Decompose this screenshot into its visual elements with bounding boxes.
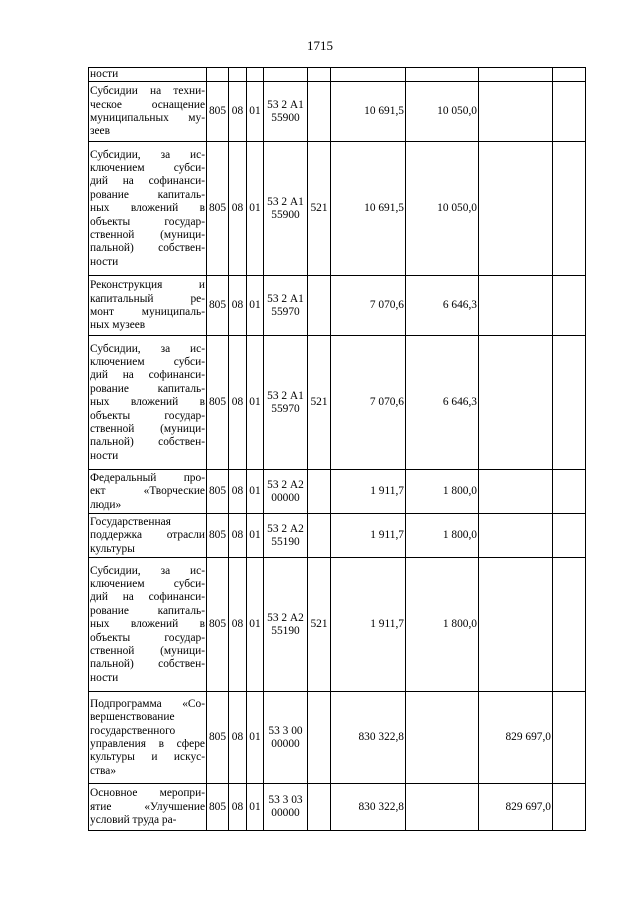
- row-name-line: пальной) собствен-: [90, 242, 205, 255]
- amount-col3-cell: [479, 68, 553, 82]
- amount-col4-cell: [553, 558, 586, 692]
- amount-col3-cell: [479, 470, 553, 514]
- csr-code-cell: [264, 470, 308, 514]
- row-name-line: пальной) собствен-: [90, 436, 205, 449]
- amount-col1-cell: [331, 68, 406, 82]
- csr-code-cell: [264, 692, 308, 784]
- pr-code-cell: 01: [247, 692, 264, 784]
- row-name-line: ятие «Улучшение: [90, 800, 205, 813]
- row-name-cell: [89, 558, 207, 692]
- row-name-line: люди»: [90, 498, 122, 511]
- amount-col4-cell: [553, 142, 586, 276]
- csr-code-cell: [264, 784, 308, 831]
- row-name-line: ческое оснащение: [90, 98, 205, 111]
- amount-col4-cell: [553, 68, 586, 82]
- row-name-line: ственной (муници-: [90, 228, 205, 241]
- row-name-line: культуры и искус-: [90, 751, 205, 764]
- row-name-line: зеев: [90, 125, 110, 138]
- amount-col1-cell: 830 322,8: [331, 692, 406, 784]
- amount-col1-cell: 7 070,6: [331, 336, 406, 470]
- amount-col1-cell: 830 322,8: [331, 784, 406, 831]
- vr-code-cell: 521: [308, 558, 331, 692]
- row-name-line: объекты государ-: [90, 409, 205, 422]
- row-name-line: управления в сфере: [90, 737, 205, 750]
- amount-col3-cell: 829 697,0: [479, 784, 553, 831]
- csr-code-line: 55970: [271, 402, 300, 415]
- row-name-line: монт муниципаль-: [90, 305, 205, 318]
- csr-code-line: 55900: [271, 208, 300, 221]
- row-name-line: условий труда ра-: [90, 814, 177, 827]
- amount-col4-cell: [553, 514, 586, 558]
- csr-code-line: 53 2 А1: [267, 98, 304, 111]
- rz-code-cell: 08: [229, 514, 247, 558]
- table-row: [89, 784, 586, 831]
- amount-col3-cell: 829 697,0: [479, 692, 553, 784]
- row-name-line: Субсидии, за ис-: [90, 148, 205, 161]
- gr-code-cell: 805: [207, 82, 229, 142]
- row-name-line: капитальный ре-: [90, 292, 205, 305]
- page-number: 1715: [307, 38, 333, 53]
- csr-code-line: 00000: [271, 807, 300, 820]
- csr-code-line: 53 2 А1: [267, 389, 304, 402]
- rz-code-cell: 08: [229, 470, 247, 514]
- pr-code-cell: 01: [247, 336, 264, 470]
- row-name-line: Реконструкция и: [90, 279, 205, 292]
- row-name-line: ключением субси-: [90, 578, 205, 591]
- rz-code-cell: 08: [229, 692, 247, 784]
- amount-col1-cell: 1 911,7: [331, 558, 406, 692]
- amount-col4-cell: [553, 692, 586, 784]
- table-row: [89, 692, 586, 784]
- row-name-line: ности: [90, 68, 119, 80]
- row-name-line: ных вложений в: [90, 618, 205, 631]
- row-name-line: ключением субси-: [90, 162, 205, 175]
- csr-code-line: 53 3 03: [268, 794, 303, 807]
- table-row: [89, 142, 586, 276]
- row-name-line: поддержка отрасли: [90, 529, 205, 542]
- table-row: [89, 68, 586, 82]
- amount-col2-cell: 6 646,3: [406, 276, 479, 336]
- row-name-line: объекты государ-: [90, 215, 205, 228]
- amount-col4-cell: [553, 82, 586, 142]
- row-name-line: ект «Творческие: [90, 485, 205, 498]
- rz-code-cell: 08: [229, 276, 247, 336]
- row-name-line: ных вложений в: [90, 202, 205, 215]
- vr-code-cell: [308, 692, 331, 784]
- row-name-line: ности: [90, 449, 119, 462]
- row-name-line: рование капиталь-: [90, 188, 205, 201]
- amount-col2-cell: [406, 784, 479, 831]
- table-body: [89, 68, 586, 831]
- csr-code-cell: [264, 82, 308, 142]
- vr-code-cell: 521: [308, 336, 331, 470]
- row-name-line: ства»: [90, 764, 117, 777]
- row-name-line: ключением субси-: [90, 356, 205, 369]
- row-name-line: государственного: [90, 724, 176, 737]
- pr-code-cell: 01: [247, 558, 264, 692]
- vr-code-cell: 521: [308, 142, 331, 276]
- row-name-line: ности: [90, 671, 119, 684]
- csr-code-cell: [264, 276, 308, 336]
- table-row: [89, 558, 586, 692]
- vr-code-cell: [308, 276, 331, 336]
- pr-code-cell: 01: [247, 514, 264, 558]
- row-name-cell: [89, 82, 207, 142]
- amount-col4-cell: [553, 784, 586, 831]
- table-row: [89, 514, 586, 558]
- rz-code-cell: 08: [229, 336, 247, 470]
- row-name-line: Субсидии на техни-: [90, 85, 205, 98]
- pr-code-cell: 01: [247, 470, 264, 514]
- csr-code-line: 53 2 А1: [267, 292, 304, 305]
- amount-col1-cell: 10 691,5: [331, 82, 406, 142]
- csr-code-line: 55900: [271, 111, 300, 124]
- row-name-line: Основное меропри-: [90, 787, 205, 800]
- amount-col1-cell: 7 070,6: [331, 276, 406, 336]
- amount-col2-cell: 1 800,0: [406, 514, 479, 558]
- gr-code-cell: 805: [207, 470, 229, 514]
- amount-col1-cell: 1 911,7: [331, 514, 406, 558]
- pr-code-cell: 01: [247, 784, 264, 831]
- csr-code-cell: [264, 558, 308, 692]
- row-name-cell: [89, 276, 207, 336]
- table-row: [89, 82, 586, 142]
- row-name-cell: [89, 692, 207, 784]
- gr-code-cell: 805: [207, 142, 229, 276]
- row-name-cell: [89, 784, 207, 831]
- row-name-line: ственной (муници-: [90, 422, 205, 435]
- amount-col3-cell: [479, 82, 553, 142]
- csr-code-line: 53 2 А2: [267, 522, 304, 535]
- amount-col3-cell: [479, 276, 553, 336]
- gr-code-cell: 805: [207, 692, 229, 784]
- rz-code-cell: 08: [229, 82, 247, 142]
- amount-col4-cell: [553, 276, 586, 336]
- row-name-line: пальной) собствен-: [90, 658, 205, 671]
- amount-col3-cell: [479, 514, 553, 558]
- csr-code-cell: [264, 68, 308, 82]
- row-name-line: рование капиталь-: [90, 604, 205, 617]
- rz-code-cell: 08: [229, 558, 247, 692]
- amount-col2-cell: [406, 692, 479, 784]
- amount-col4-cell: [553, 470, 586, 514]
- amount-col4-cell: [553, 336, 586, 470]
- csr-code-cell: [264, 336, 308, 470]
- row-name-cell: [89, 68, 207, 82]
- vr-code-cell: [308, 68, 331, 82]
- row-name-line: Федеральный про-: [90, 471, 205, 484]
- row-name-line: ственной (муници-: [90, 644, 205, 657]
- row-name-line: рование капиталь-: [90, 382, 205, 395]
- row-name-cell: [89, 514, 207, 558]
- amount-col2-cell: 1 800,0: [406, 558, 479, 692]
- budget-table: [88, 67, 586, 831]
- amount-col2-cell: 10 050,0: [406, 142, 479, 276]
- vr-code-cell: [308, 470, 331, 514]
- csr-code-line: 55190: [271, 535, 300, 548]
- csr-code-line: 53 2 А2: [267, 478, 304, 491]
- gr-code-cell: [207, 68, 229, 82]
- row-name-line: объекты государ-: [90, 631, 205, 644]
- row-name-line: вершенствование: [90, 711, 175, 724]
- pr-code-cell: 01: [247, 276, 264, 336]
- pr-code-cell: 01: [247, 142, 264, 276]
- pr-code-cell: 01: [247, 82, 264, 142]
- csr-code-line: 00000: [271, 737, 300, 750]
- gr-code-cell: 805: [207, 514, 229, 558]
- amount-col3-cell: [479, 336, 553, 470]
- row-name-cell: [89, 336, 207, 470]
- amount-col2-cell: [406, 68, 479, 82]
- amount-col1-cell: 10 691,5: [331, 142, 406, 276]
- row-name-line: Подпрограмма «Со-: [90, 697, 205, 710]
- row-name-cell: [89, 142, 207, 276]
- csr-code-line: 00000: [271, 491, 300, 504]
- csr-code-line: 55190: [271, 624, 300, 637]
- amount-col2-cell: 1 800,0: [406, 470, 479, 514]
- rz-code-cell: [229, 68, 247, 82]
- row-name-line: дий на софинанси-: [90, 369, 205, 382]
- csr-code-cell: [264, 142, 308, 276]
- gr-code-cell: 805: [207, 276, 229, 336]
- table-row: [89, 470, 586, 514]
- amount-col2-cell: 10 050,0: [406, 82, 479, 142]
- row-name-line: дий на софинанси-: [90, 175, 205, 188]
- row-name-cell: [89, 470, 207, 514]
- table-row: [89, 336, 586, 470]
- csr-code-line: 55970: [271, 305, 300, 318]
- gr-code-cell: 805: [207, 336, 229, 470]
- csr-code-line: 53 2 А1: [267, 195, 304, 208]
- rz-code-cell: 08: [229, 142, 247, 276]
- amount-col1-cell: 1 911,7: [331, 470, 406, 514]
- amount-col3-cell: [479, 558, 553, 692]
- pr-code-cell: [247, 68, 264, 82]
- csr-code-cell: [264, 514, 308, 558]
- csr-code-line: 53 3 00: [268, 724, 303, 737]
- row-name-line: Государственная: [90, 515, 171, 528]
- amount-col2-cell: 6 646,3: [406, 336, 479, 470]
- row-name-line: Субсидии, за ис-: [90, 564, 205, 577]
- row-name-line: дий на софинанси-: [90, 591, 205, 604]
- vr-code-cell: [308, 784, 331, 831]
- gr-code-cell: 805: [207, 784, 229, 831]
- vr-code-cell: [308, 514, 331, 558]
- row-name-line: Субсидии, за ис-: [90, 342, 205, 355]
- row-name-line: муниципальных му-: [90, 111, 205, 124]
- row-name-line: ных музеев: [90, 319, 146, 332]
- amount-col3-cell: [479, 142, 553, 276]
- gr-code-cell: 805: [207, 558, 229, 692]
- vr-code-cell: [308, 82, 331, 142]
- csr-code-line: 53 2 А2: [267, 611, 304, 624]
- row-name-line: ных вложений в: [90, 396, 205, 409]
- table-row: [89, 276, 586, 336]
- row-name-line: культуры: [90, 542, 135, 555]
- row-name-line: ности: [90, 255, 119, 268]
- rz-code-cell: 08: [229, 784, 247, 831]
